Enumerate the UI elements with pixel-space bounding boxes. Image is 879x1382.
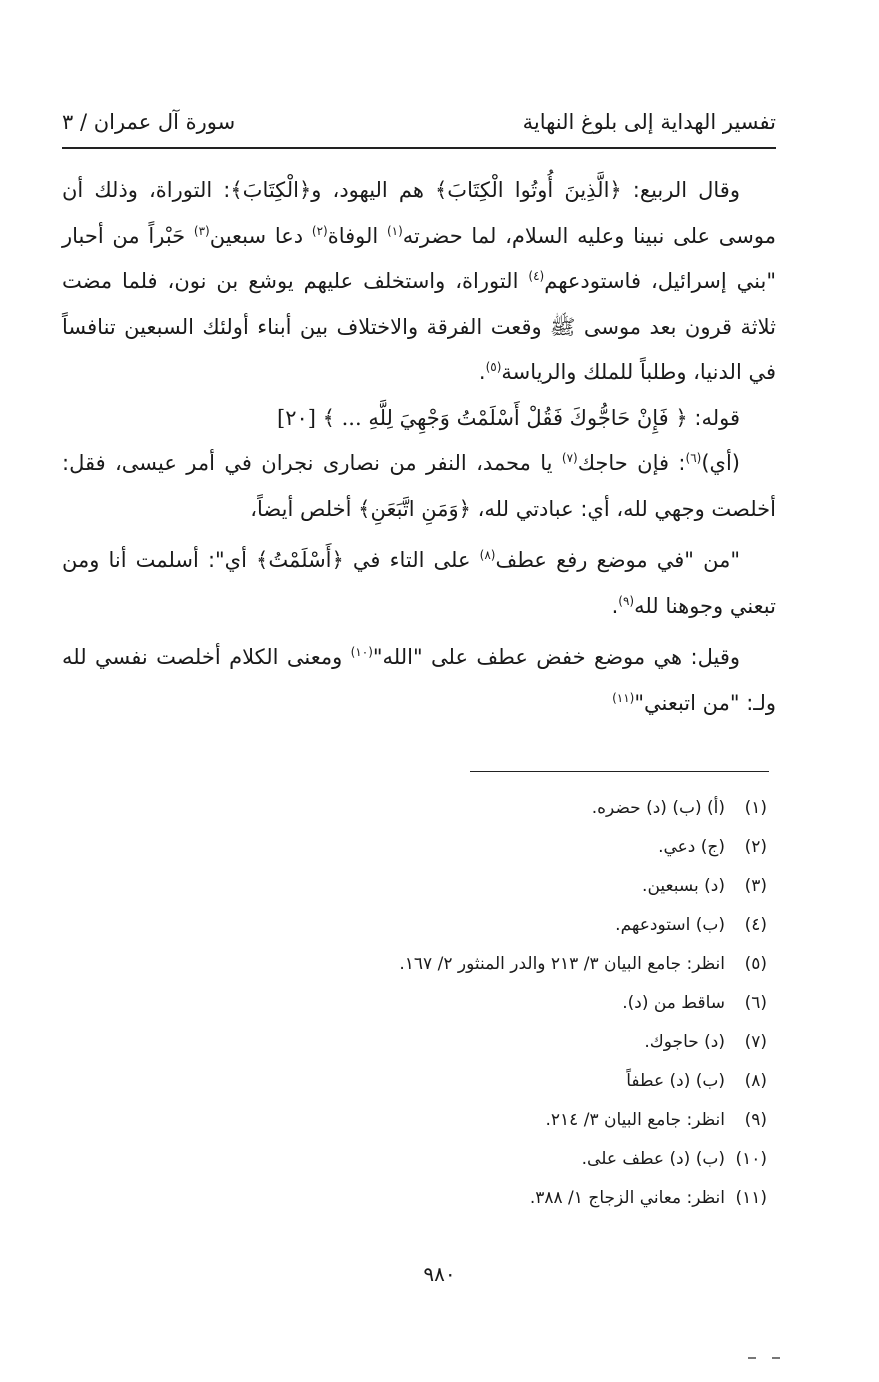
footnote-ref-6: (٦) <box>685 451 702 465</box>
surah-label: سورة آل عمران / ٣ <box>62 110 236 134</box>
footnote-9: (٩)انظر: جامع البيان ٣/ ٢١٤. <box>545 1110 767 1130</box>
paragraph-grammar-raf: "من "في موضع رفع عطف$^{(٨)}$ على التاء في ﴿أَسْلَمْتُ﴾ أي": أسلمت أنا ومن تبعني وجوهنا لله$^{(٩)}$. <box>62 548 776 618</box>
verse-heading: قوله: ﴿ فَإِنْ حَاجُّوكَ فَقُلْ أَسْلَمْتُ وَجْهِيَ لِلَّهِ ... ﴾ [٢٠] <box>277 405 740 430</box>
footnote-3: (٣)(د) بسبعين. <box>642 876 767 896</box>
footnote-ref-7: (٧) <box>561 451 578 465</box>
paragraph-najran: (أي)$^{(٦)}$: فإن حاجك$^{(٧)}$ يا محمد، النفر من نصارى نجران في أمر عيسى، فقل: أخلصت وجهي لله، أي: عبادتي لله، ﴿وَمَنِ اتَّبَعَنِ﴾ أخلص أيضاً، <box>62 451 776 521</box>
footnotes <box>207 793 767 1222</box>
scan-mark <box>772 1357 780 1359</box>
book-title: تفسير الهداية إلى بلوغ النهاية <box>522 110 776 134</box>
footnote-4: (٤)(ب) استودعهم. <box>615 915 767 935</box>
header-divider <box>62 147 776 149</box>
paragraph-grammar-khafd: وقيل: هي موضع خفض عطف على "الله"$^{(١٠)}$ ومعنى الكلام أخلصت نفسي لله ولـ: "من اتبعني"$^{(١١)}$ <box>62 645 776 715</box>
footnote-ref-1: (١) <box>386 223 403 238</box>
footnote-7: (٧)(د) حاجوك. <box>644 1032 767 1052</box>
paragraph-rabi: وقال الربيع: ﴿الَّذِينَ أُوتُوا الْكِتَابَ﴾ هم اليهود، و﴿الْكِتَابَ﴾: التوراة، وذلك أن موسى على نبينا وعليه السلام، لما حضرته$^{(١)}$ الوفاة$^{(٢)}$ دعا سبعين$^{(٣)}$ حَبْراً من أحبار "بني إسرائيل، فاستودعهم$^{(٤)}$ التوراة، واستخلف عليهم يوشع بن نون، فلما مضت ثلاثة قرون بعد موسى ﷺ وقعت الفرقة والاختلاف بين أبناء أولئك السبعين تنافساً في الدنيا، وطلباً للملك والرياسة$^{(٥)}$. <box>62 178 776 384</box>
footnote-ref-10: (١٠) <box>350 645 373 659</box>
main-text <box>62 168 776 726</box>
footnote-ref-4: (٤) <box>528 269 545 283</box>
footnote-ref-3: (٣) <box>193 223 210 238</box>
footnote-5: (٥)انظر: جامع البيان ٣/ ٢١٣ والدر المنثور ٢/ ١٦٧. <box>399 954 767 974</box>
footnote-10: (١٠)(ب) (د) عطف على. <box>581 1149 767 1169</box>
footnote-ref-2: (٢) <box>311 223 328 238</box>
footnote-ref-9: (٩) <box>618 593 635 608</box>
scan-mark <box>748 1357 756 1359</box>
footnote-ref-8: (٨) <box>479 548 496 562</box>
footnote-8: (٨)(ب) (د) عطفاً <box>626 1071 767 1091</box>
footnote-6: (٦)ساقط من (د). <box>622 993 767 1013</box>
footnote-ref-5: (٥) <box>485 360 502 374</box>
footnote-divider <box>470 771 769 772</box>
quran-verse: ﴿ فَإِنْ حَاجُّوكَ فَقُلْ أَسْلَمْتُ وَجْهِيَ لِلَّهِ ... ﴾ <box>322 405 688 430</box>
footnote-11: (١١)انظر: معاني الزجاج ١/ ٣٨٨. <box>529 1188 767 1208</box>
footnote-2: (٢)(ج) دعي. <box>658 837 767 857</box>
verse-number: [٢٠] <box>277 405 323 430</box>
footnote-1: (١)(أ) (ب) (د) حضره. <box>591 798 767 818</box>
footnote-ref-11: (١١) <box>612 690 635 705</box>
running-header <box>62 104 776 146</box>
page-number: ٩٨٠ <box>423 1262 456 1286</box>
